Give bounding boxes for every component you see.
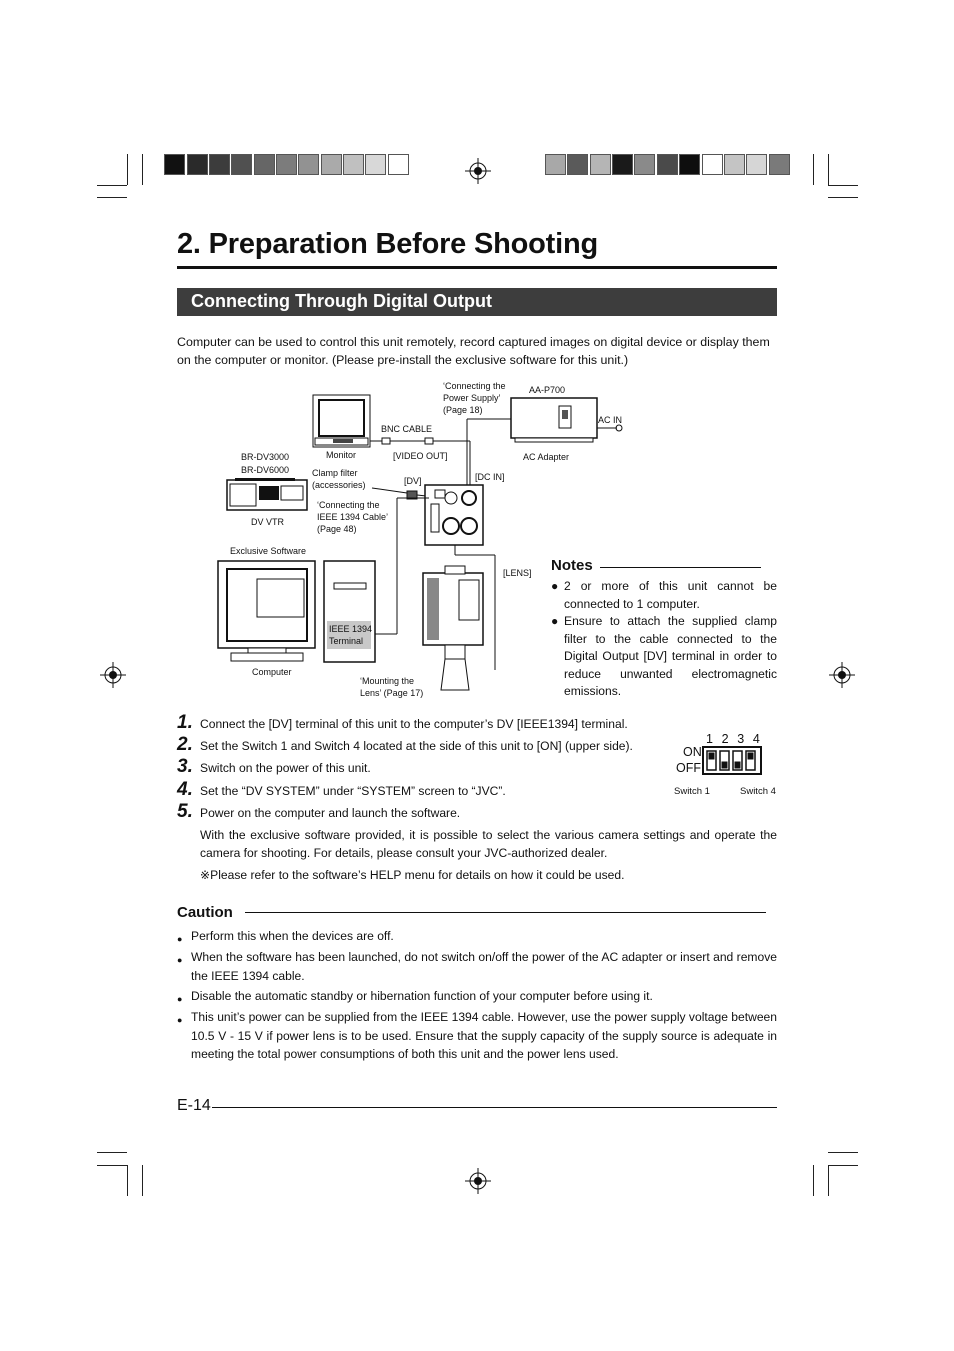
registration-mark-left bbox=[100, 662, 126, 688]
caution-item: ● This unit’s power can be supplied from the IEEE 1394 cable. However, use the power supply voltage between 10.5 V - 15 V if power lens is to be used. Ensure that the supply capacity of the supply source is adequate in meeting the total power consumptions of both this unit and the power lens used. bbox=[177, 1010, 777, 1061]
dip-switch-1-knob bbox=[709, 753, 715, 760]
computer-label: Computer bbox=[252, 667, 292, 677]
bullet-icon: ● bbox=[177, 994, 183, 1004]
aa-p700-label: AA-P700 bbox=[529, 385, 566, 395]
page-number: E-14 bbox=[177, 1097, 211, 1114]
switch-numbers: 1 2 3 4 bbox=[706, 732, 763, 746]
dv-label: [DV] bbox=[404, 476, 422, 486]
intro-paragraph: Computer can be used to control this unit remotely, record captured images on digital device or display them on the computer or monitor. (Please pre-install the exclusive software for this unit.) bbox=[177, 335, 770, 367]
step-text: Power on the computer and launch the software. bbox=[200, 806, 461, 820]
registration-mark-right bbox=[829, 662, 855, 688]
step-number: 1. bbox=[177, 712, 193, 733]
step-text: Set the Switch 1 and Switch 4 located at the side of this unit to [ON] (upper side). bbox=[200, 739, 633, 753]
bullet-icon: ● bbox=[177, 1015, 183, 1025]
dip-switch-3-knob bbox=[735, 762, 741, 769]
step-text: Switch on the power of this unit. bbox=[200, 761, 371, 775]
dc-in-label: [DC IN] bbox=[475, 472, 505, 482]
switch-off-label: OFF bbox=[676, 761, 701, 775]
step-number: 3. bbox=[177, 756, 193, 777]
caution-heading: Caution bbox=[177, 904, 233, 921]
registration-mark-bottom bbox=[465, 1168, 491, 1194]
br-dv6000-label: BR-DV6000 bbox=[241, 465, 290, 475]
dv-vtr-illustration bbox=[227, 478, 307, 510]
caution-item: ● When the software has been launched, do not switch on/off the power of the AC adapter or insert and remove the IEEE 1394 cable. bbox=[177, 950, 777, 983]
caution-item: ● Perform this when the devices are off. bbox=[177, 927, 777, 946]
step5-detail: With the exclusive software provided, it is possible to select the various camera settings and operate the camera for shooting. For details, please consult your JVC-authorized dealer. bbox=[200, 828, 777, 860]
notes-heading: Notes bbox=[551, 557, 593, 574]
switch1-label: Switch 1 bbox=[674, 786, 710, 797]
dip-switch-2-knob bbox=[722, 762, 728, 769]
switch4-label: Switch 4 bbox=[740, 786, 776, 797]
caution-item: ● Disable the automatic standby or hibernation function of your computer before using it. bbox=[177, 987, 777, 1006]
switch-on-label: ON bbox=[683, 745, 702, 759]
camera-side-illustration bbox=[423, 566, 483, 690]
step-text: Set the “DV SYSTEM” under “SYSTEM” screen to “JVC”. bbox=[200, 784, 506, 798]
video-out-label: [VIDEO OUT] bbox=[393, 451, 448, 461]
bullet-icon: ● bbox=[551, 579, 559, 593]
ac-adapter-label: AC Adapter bbox=[523, 452, 570, 462]
section-title: Connecting Through Digital Output bbox=[191, 291, 492, 311]
bnc-cable-label: BNC CABLE bbox=[381, 424, 433, 434]
caution-rule bbox=[245, 912, 766, 913]
dip-switch-4-knob bbox=[748, 753, 754, 760]
monitor-illustration bbox=[313, 395, 370, 447]
bullet-icon: ● bbox=[551, 614, 559, 628]
step-number: 5. bbox=[177, 801, 193, 822]
step-number: 2. bbox=[177, 734, 193, 755]
lens-label: [LENS] bbox=[503, 568, 532, 578]
step-text: Connect the [DV] terminal of this unit to the computer’s DV [IEEE1394] terminal. bbox=[200, 717, 628, 731]
note-item: ● 2 or more of this unit cannot be connected to 1 computer. bbox=[551, 579, 777, 611]
help-note: ※Please refer to the software’s HELP menu for details on how it could be used. bbox=[200, 868, 625, 882]
page-title: 2. Preparation Before Shooting bbox=[177, 228, 598, 260]
monitor-label: Monitor bbox=[326, 450, 357, 460]
dv-vtr-label: DV VTR bbox=[251, 517, 285, 527]
registration-mark-top bbox=[465, 158, 491, 184]
br-dv3000-label: BR-DV3000 bbox=[241, 452, 290, 462]
clamp-filter-label: Clamp filter (accessories) bbox=[312, 468, 366, 490]
exclusive-software-label: Exclusive Software bbox=[230, 546, 307, 556]
power-ref-label: ‘Connecting the Power Supply’ (Page 18) bbox=[443, 381, 506, 415]
ac-in-label: AC IN bbox=[598, 415, 623, 425]
dip-switch-illustration bbox=[702, 746, 762, 776]
footer-rule bbox=[212, 1107, 777, 1108]
ieee-terminal-label: IEEE 1394 Terminal bbox=[329, 624, 373, 646]
bullet-icon: ● bbox=[177, 934, 183, 944]
lens-ref-label: ‘Mounting the Lens’ (Page 17) bbox=[360, 676, 424, 698]
ac-adapter-illustration bbox=[511, 398, 597, 442]
step-number: 4. bbox=[177, 779, 193, 800]
camera-rear-illustration bbox=[425, 485, 483, 545]
ieee-cable-ref-label: ‘Connecting the IEEE 1394 Cable’ (Page 48) bbox=[317, 500, 389, 534]
title-rule bbox=[177, 266, 777, 269]
notes-rule bbox=[600, 567, 761, 568]
note-item: ● Ensure to attach the supplied clamp filter to the cable connected to the Digital Output [DV] terminal in order to reduce unwanted electromagnetic emissions. bbox=[551, 614, 777, 698]
bullet-icon: ● bbox=[177, 955, 183, 965]
